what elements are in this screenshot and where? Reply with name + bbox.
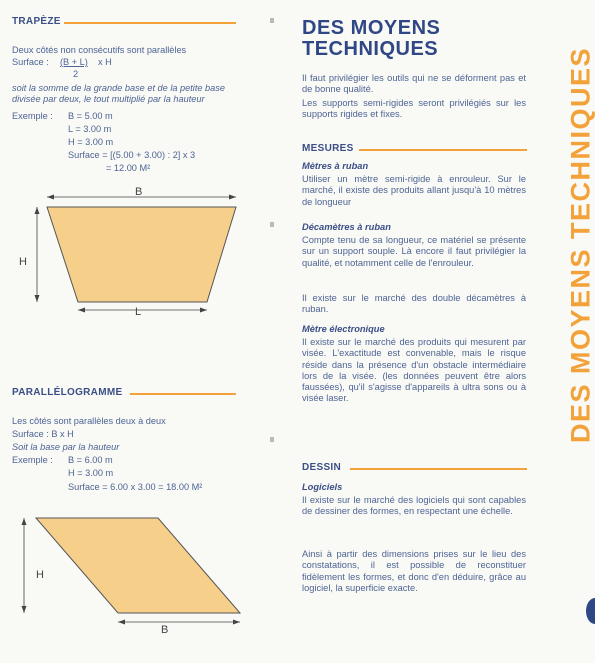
decametres-title: Décamètres à ruban (302, 222, 391, 232)
logiciels-title: Logiciels (302, 482, 343, 492)
parallelogramme-h-label: H (36, 569, 44, 581)
trapeze-example-b: B = 5.00 m (68, 111, 113, 121)
metres-title: Mètres à ruban (302, 161, 369, 171)
trapeze-explanation: soit la somme de la grande base et de la petite base divisée par deux, le tout multiplié par la hauteur (12, 83, 225, 104)
trapeze-surface-label: Surface : (12, 57, 49, 67)
section-title-line2: TECHNIQUES (302, 38, 439, 60)
parallelogramme-figure (10, 508, 260, 640)
trapeze-b-label: B (135, 186, 143, 198)
parallelogramme-b-label: B (161, 624, 169, 636)
arrow-down-icon (22, 606, 27, 613)
gutter-marker (270, 18, 274, 23)
parallelogramme-example-b: B = 6.00 m (68, 455, 113, 465)
section-title-line1: DES MOYENS (302, 17, 441, 39)
metres-text: Utiliser un mètre semi-rigide à enrouleur. Sur le marché, il existe des produits allant jusqu'à 10 mètres de longueur (302, 174, 526, 207)
trapeze-definition: Deux côtés non consécutifs sont parallèles (12, 45, 187, 55)
trapeze-l-label: L (135, 306, 142, 318)
trapeze-example-l: L = 3.00 m (68, 124, 112, 134)
parallelogramme-shape (36, 518, 240, 613)
parallelogramme-definition: Les côtés sont parallèles deux à deux (12, 416, 166, 426)
mesures-heading-rule (359, 149, 527, 151)
mesures-heading: MESURES (302, 143, 354, 154)
parallelogramme-heading-rule (130, 393, 236, 395)
trapeze-heading: TRAPÈZE (12, 16, 61, 27)
arrow-left-icon (118, 620, 125, 625)
side-title (565, 0, 595, 490)
page-tab-marker (586, 598, 595, 624)
side-title-text: DES MOYENS TECHNIQUES (565, 46, 595, 444)
electronique-text: Il existe sur le marché des produits qui mesurent par visée. L'exactitude est convenable, mais le risque réside dans la présence d'un obstacle intermédiaire lors de la visée. (les données peuvent être alors faussées), qu'il s'agisse d'appareils à ultra sons ou à visée laser. (302, 337, 526, 404)
arrow-down-icon (35, 295, 40, 302)
trapeze-surface-times: x H (98, 57, 112, 67)
parallelogramme-example-h: H = 3.00 m (68, 468, 114, 478)
arrow-left-icon (47, 195, 54, 200)
trapeze-example-h: H = 3.00 m (68, 137, 114, 147)
trapeze-example-surface: Surface = [(5.00 + 3.00) : 2] x 3 (68, 150, 196, 160)
arrow-right-icon (200, 308, 207, 313)
arrow-right-icon (229, 195, 236, 200)
dessin-heading-rule (350, 468, 527, 470)
gutter-marker (270, 437, 274, 442)
trapeze-surface-numerator: (B + L) (60, 57, 88, 67)
trapeze-exemple-label: Exemple : (12, 111, 53, 121)
arrow-left-icon (78, 308, 85, 313)
decametres-text-2: Il existe sur le marché des double décamètres à ruban. (302, 293, 526, 315)
parallelogramme-exemple-label: Exemple : (12, 455, 53, 465)
arrow-right-icon (233, 620, 240, 625)
electronique-title: Mètre électronique (302, 324, 385, 334)
logiciels-text: Il existe sur le marché des logiciels qui sont capables de dessiner des formes, en respectant une échelle. (302, 495, 526, 517)
gutter-marker (270, 222, 274, 227)
dessin-heading: DESSIN (302, 462, 342, 473)
dessin-paragraph-2: Ainsi à partir des dimensions prises sur le lieu des constatations, il est possible de reconstituer fidèlement les formes, et donc d'en déduire, grâce au logiciel, la superficie exacte. (302, 549, 526, 593)
parallelogramme-example-surface: Surface = 6.00 x 3.00 = 18.00 M² (68, 482, 203, 492)
trapeze-figure (10, 180, 250, 320)
parallelogramme-explanation: Soit la base par la hauteur (12, 442, 120, 452)
intro-paragraph-2: Les supports semi-rigides seront privilégiés sur les supports rigides et fixes. (302, 98, 526, 120)
parallelogramme-surface: Surface : B x H (12, 429, 74, 439)
intro-paragraph: Il faut privilégier les outils qui ne se déforment pas et de bonne qualité. (302, 73, 526, 95)
trapeze-heading-rule (64, 22, 236, 24)
arrow-up-icon (22, 518, 27, 525)
parallelogramme-heading: PARALLÉLOGRAMME (12, 387, 123, 398)
arrow-up-icon (35, 207, 40, 214)
trapeze-h-label: H (19, 256, 27, 268)
trapeze-surface-denominator: 2 (73, 69, 79, 79)
trapeze-example-result: = 12.00 M² (106, 163, 151, 173)
trapeze-shape (47, 207, 236, 302)
decametres-text: Compte tenu de sa longueur, ce matériel se présente sur un support souple. Là encore il faut privilégier la qualité, et notamment celle de l'enrouleur. (302, 235, 526, 268)
